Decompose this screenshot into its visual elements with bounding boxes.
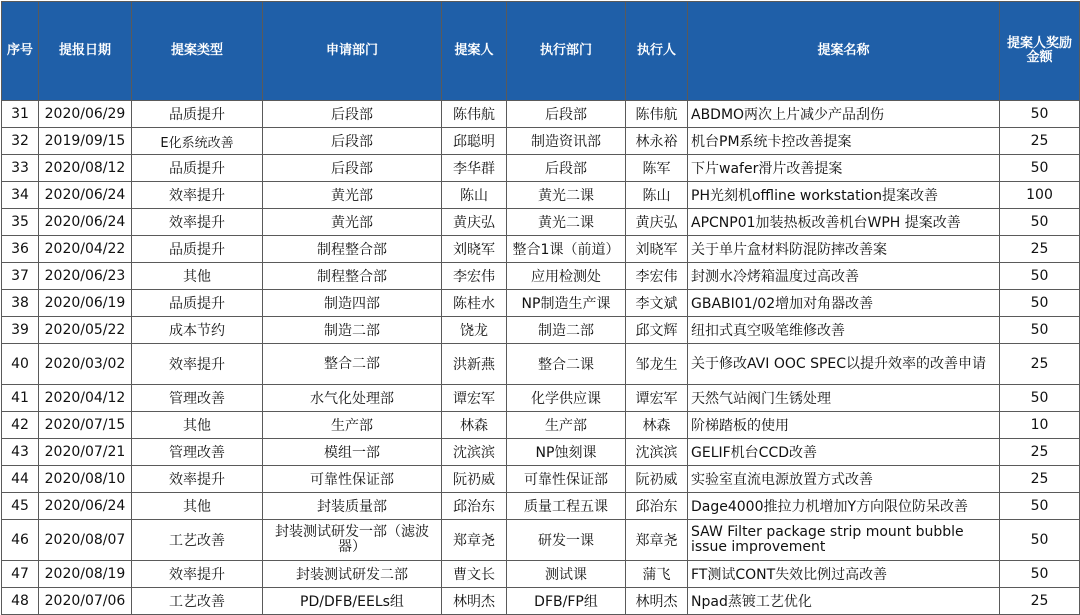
cell-title: Dage4000推拉力机增加Y方向限位防呆改善 — [688, 493, 1000, 520]
header-dept: 申请部门 — [263, 2, 442, 101]
cell-exec-dept: NP制造生产课 — [507, 290, 626, 317]
cell-date: 2020/05/22 — [39, 317, 132, 344]
cell-executor: 陈山 — [626, 182, 688, 209]
table-row — [2, 155, 1080, 182]
cell-exec-dept: 黄光二课 — [507, 209, 626, 236]
cell-proposer: 郑章尧 — [442, 520, 507, 561]
cell-exec-dept: 后段部 — [507, 101, 626, 128]
cell-title: APCNP01加装热板改善机台WPH 提案改善 — [688, 209, 1000, 236]
cell-reward-proposer: 25 — [1000, 466, 1080, 493]
cell-reward-proposer: 50 — [1000, 101, 1080, 128]
cell-dept: 制造四部 — [263, 290, 442, 317]
cell-reward-proposer: 50 — [1000, 385, 1080, 412]
table-row — [2, 412, 1080, 439]
cell-type: 品质提升 — [132, 236, 263, 263]
cell-date: 2020/06/24 — [39, 182, 132, 209]
cell-no: 42 — [2, 412, 39, 439]
header-no: 序号 — [2, 2, 39, 101]
cell-proposer: 沈滨滨 — [442, 439, 507, 466]
cell-executor: 阮礽威 — [626, 466, 688, 493]
cell-executor: 谭宏军 — [626, 385, 688, 412]
cell-executor: 林森 — [626, 412, 688, 439]
cell-type: 其他 — [132, 493, 263, 520]
table-row — [2, 263, 1080, 290]
cell-type: 品质提升 — [132, 290, 263, 317]
cell-no: 43 — [2, 439, 39, 466]
cell-type: 效率提升 — [132, 561, 263, 588]
cell-exec-dept: 研发一课 — [507, 520, 626, 561]
cell-reward-proposer: 25 — [1000, 588, 1080, 615]
cell-proposer: 林明杰 — [442, 588, 507, 615]
cell-date: 2020/07/15 — [39, 412, 132, 439]
cell-title: 天然气站阀门生锈处理 — [688, 385, 1000, 412]
cell-dept: 可靠性保证部 — [263, 466, 442, 493]
cell-reward-proposer: 50 — [1000, 493, 1080, 520]
cell-executor: 陈军 — [626, 155, 688, 182]
table-row — [2, 128, 1080, 155]
cell-date: 2020/03/02 — [39, 344, 132, 385]
table-row — [2, 520, 1080, 561]
cell-executor: 李文斌 — [626, 290, 688, 317]
cell-dept: 后段部 — [263, 128, 442, 155]
cell-title: Npad蒸镀工艺优化 — [688, 588, 1000, 615]
header-proposer: 提案人 — [442, 2, 507, 101]
cell-dept: 制程整合部 — [263, 263, 442, 290]
cell-type: 效率提升 — [132, 209, 263, 236]
cell-title: 关于修改AVI OOC SPEC以提升效率的改善申请 — [688, 344, 1000, 385]
cell-title: GELIF机台CCD改善 — [688, 439, 1000, 466]
cell-reward-proposer: 50 — [1000, 263, 1080, 290]
cell-no: 37 — [2, 263, 39, 290]
cell-title: 封测水冷烤箱温度过高改善 — [688, 263, 1000, 290]
cell-type: 效率提升 — [132, 182, 263, 209]
cell-title: 下片wafer滑片改善提案 — [688, 155, 1000, 182]
cell-title: 机台PM系统卡控改善提案 — [688, 128, 1000, 155]
cell-type: 品质提升 — [132, 101, 263, 128]
cell-type: 管理改善 — [132, 385, 263, 412]
cell-exec-dept: 后段部 — [507, 155, 626, 182]
cell-no: 46 — [2, 520, 39, 561]
cell-exec-dept: 黄光二课 — [507, 182, 626, 209]
cell-no: 39 — [2, 317, 39, 344]
cell-type: 工艺改善 — [132, 588, 263, 615]
table-row — [2, 290, 1080, 317]
cell-date: 2020/04/22 — [39, 236, 132, 263]
cell-executor: 邱治东 — [626, 493, 688, 520]
cell-proposer: 陈山 — [442, 182, 507, 209]
cell-date: 2020/04/12 — [39, 385, 132, 412]
cell-type: 工艺改善 — [132, 520, 263, 561]
table-row — [2, 317, 1080, 344]
cell-executor: 林永裕 — [626, 128, 688, 155]
cell-exec-dept: DFB/FP组 — [507, 588, 626, 615]
cell-no: 36 — [2, 236, 39, 263]
cell-no: 38 — [2, 290, 39, 317]
table-row — [2, 182, 1080, 209]
cell-type: 成本节约 — [132, 317, 263, 344]
cell-dept: 后段部 — [263, 155, 442, 182]
cell-executor: 黄庆弘 — [626, 209, 688, 236]
cell-reward-proposer: 50 — [1000, 520, 1080, 561]
table-row — [2, 466, 1080, 493]
cell-dept: 整合二部 — [263, 344, 442, 385]
cell-no: 34 — [2, 182, 39, 209]
table-row — [2, 561, 1080, 588]
cell-proposer: 李华群 — [442, 155, 507, 182]
cell-type: 效率提升 — [132, 344, 263, 385]
header-reward-proposer: 提案人奖励金额 — [1000, 2, 1080, 101]
cell-proposer: 黄庆弘 — [442, 209, 507, 236]
cell-no: 41 — [2, 385, 39, 412]
cell-reward-proposer: 25 — [1000, 236, 1080, 263]
cell-type: 其他 — [132, 412, 263, 439]
cell-exec-dept: 制造资讯部 — [507, 128, 626, 155]
cell-proposer: 饶龙 — [442, 317, 507, 344]
cell-exec-dept: 整合二课 — [507, 344, 626, 385]
header-date: 提报日期 — [39, 2, 132, 101]
cell-reward-proposer: 50 — [1000, 290, 1080, 317]
cell-type: 其他 — [132, 263, 263, 290]
cell-reward-proposer: 50 — [1000, 209, 1080, 236]
proposal-table — [1, 1, 1080, 615]
cell-reward-proposer: 25 — [1000, 344, 1080, 385]
cell-date: 2020/08/12 — [39, 155, 132, 182]
cell-proposer: 曹文长 — [442, 561, 507, 588]
header-exec-dept: 执行部门 — [507, 2, 626, 101]
cell-proposer: 邱治东 — [442, 493, 507, 520]
cell-executor: 邱文辉 — [626, 317, 688, 344]
cell-date: 2020/06/19 — [39, 290, 132, 317]
cell-no: 40 — [2, 344, 39, 385]
cell-dept: 黄光部 — [263, 182, 442, 209]
cell-dept: 黄光部 — [263, 209, 442, 236]
cell-title: SAW Filter package strip mount bubble issue improvement — [688, 520, 1000, 561]
cell-proposer: 陈伟航 — [442, 101, 507, 128]
cell-reward-proposer: 25 — [1000, 128, 1080, 155]
cell-dept: 模组一部 — [263, 439, 442, 466]
cell-date: 2019/09/15 — [39, 128, 132, 155]
cell-executor: 陈伟航 — [626, 101, 688, 128]
cell-exec-dept: 质量工程五课 — [507, 493, 626, 520]
cell-exec-dept: 化学供应课 — [507, 385, 626, 412]
table-row — [2, 209, 1080, 236]
table-row — [2, 493, 1080, 520]
cell-no: 44 — [2, 466, 39, 493]
cell-title: 关于单片盒材料防混防摔改善案 — [688, 236, 1000, 263]
cell-dept: 制程整合部 — [263, 236, 442, 263]
cell-no: 31 — [2, 101, 39, 128]
cell-executor: 刘晓军 — [626, 236, 688, 263]
cell-date: 2020/07/21 — [39, 439, 132, 466]
cell-reward-proposer: 10 — [1000, 412, 1080, 439]
cell-executor: 邹龙生 — [626, 344, 688, 385]
table-row — [2, 588, 1080, 615]
header-type: 提案类型 — [132, 2, 263, 101]
cell-no: 47 — [2, 561, 39, 588]
cell-title: ABDMO两次上片减少产品刮伤 — [688, 101, 1000, 128]
cell-proposer: 李宏伟 — [442, 263, 507, 290]
cell-dept: 后段部 — [263, 101, 442, 128]
cell-proposer: 林森 — [442, 412, 507, 439]
cell-dept: PD/DFB/EELs组 — [263, 588, 442, 615]
cell-no: 45 — [2, 493, 39, 520]
cell-proposer: 邱聪明 — [442, 128, 507, 155]
cell-type: 管理改善 — [132, 439, 263, 466]
cell-date: 2020/07/06 — [39, 588, 132, 615]
cell-exec-dept: 生产部 — [507, 412, 626, 439]
cell-date: 2020/06/24 — [39, 209, 132, 236]
cell-executor: 林明杰 — [626, 588, 688, 615]
cell-proposer: 洪新燕 — [442, 344, 507, 385]
cell-proposer: 陈桂水 — [442, 290, 507, 317]
cell-title: GBABI01/02增加对角器改善 — [688, 290, 1000, 317]
cell-executor: 郑章尧 — [626, 520, 688, 561]
cell-title: 实验室直流电源放置方式改善 — [688, 466, 1000, 493]
cell-exec-dept: 测试课 — [507, 561, 626, 588]
table-row — [2, 439, 1080, 466]
cell-dept: 制造二部 — [263, 317, 442, 344]
cell-no: 32 — [2, 128, 39, 155]
cell-type: E化系统改善 — [132, 128, 263, 155]
cell-type: 效率提升 — [132, 466, 263, 493]
header-executor: 执行人 — [626, 2, 688, 101]
cell-date: 2020/06/23 — [39, 263, 132, 290]
cell-date: 2020/06/24 — [39, 493, 132, 520]
cell-proposer: 阮礽威 — [442, 466, 507, 493]
cell-executor: 沈滨滨 — [626, 439, 688, 466]
cell-date: 2020/08/07 — [39, 520, 132, 561]
cell-title: 阶梯踏板的使用 — [688, 412, 1000, 439]
table-row — [2, 344, 1080, 385]
cell-no: 33 — [2, 155, 39, 182]
table-row — [2, 385, 1080, 412]
cell-proposer: 刘晓军 — [442, 236, 507, 263]
cell-reward-proposer: 100 — [1000, 182, 1080, 209]
cell-title: 纽扣式真空吸笔维修改善 — [688, 317, 1000, 344]
table-row — [2, 101, 1080, 128]
header-title: 提案名称 — [688, 2, 1000, 101]
cell-title: PH光刻机offline workstation提案改善 — [688, 182, 1000, 209]
table-body — [2, 101, 1080, 615]
cell-reward-proposer: 50 — [1000, 317, 1080, 344]
cell-no: 48 — [2, 588, 39, 615]
cell-dept: 生产部 — [263, 412, 442, 439]
cell-date: 2020/08/10 — [39, 466, 132, 493]
cell-title: FT测试CONT失效比例过高改善 — [688, 561, 1000, 588]
cell-date: 2020/06/29 — [39, 101, 132, 128]
cell-executor: 蒲飞 — [626, 561, 688, 588]
header-row — [2, 2, 1080, 101]
cell-exec-dept: NP蚀刻课 — [507, 439, 626, 466]
cell-dept: 封装质量部 — [263, 493, 442, 520]
cell-exec-dept: 可靠性保证部 — [507, 466, 626, 493]
cell-exec-dept: 整合1课（前道） — [507, 236, 626, 263]
cell-dept: 封装测试研发一部（滤波器） — [263, 520, 442, 561]
cell-no: 35 — [2, 209, 39, 236]
cell-reward-proposer: 50 — [1000, 155, 1080, 182]
cell-reward-proposer: 25 — [1000, 439, 1080, 466]
cell-exec-dept: 应用检测处 — [507, 263, 626, 290]
cell-proposer: 谭宏军 — [442, 385, 507, 412]
cell-dept: 封装测试研发二部 — [263, 561, 442, 588]
cell-dept: 水气化处理部 — [263, 385, 442, 412]
cell-exec-dept: 制造二部 — [507, 317, 626, 344]
cell-type: 品质提升 — [132, 155, 263, 182]
table-row — [2, 236, 1080, 263]
cell-date: 2020/08/19 — [39, 561, 132, 588]
cell-executor: 李宏伟 — [626, 263, 688, 290]
cell-reward-proposer: 50 — [1000, 561, 1080, 588]
